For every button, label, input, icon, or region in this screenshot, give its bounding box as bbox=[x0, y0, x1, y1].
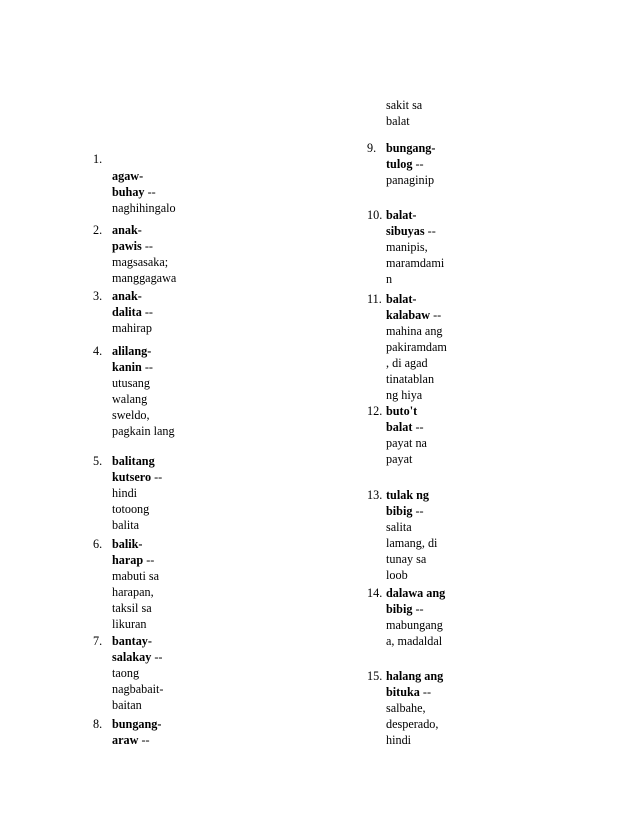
definition-text: taong bbox=[112, 666, 140, 680]
definition-line bbox=[112, 376, 150, 391]
dash-separator: -- bbox=[144, 185, 156, 199]
idiom-term: bungang- bbox=[112, 717, 162, 731]
idiom-term-line bbox=[112, 733, 150, 748]
definition-text: pakiramdam bbox=[386, 340, 447, 354]
idiom-term-line bbox=[386, 420, 424, 435]
item-number: 8. bbox=[93, 717, 103, 731]
idiom-term-line bbox=[112, 470, 162, 485]
item-number: 10. bbox=[367, 208, 383, 222]
dash-separator: -- bbox=[424, 224, 436, 238]
definition-text: nagbabait- bbox=[112, 682, 164, 696]
definition-text: salita bbox=[386, 520, 412, 534]
idiom-term-line bbox=[112, 185, 156, 200]
idiom-term: sibuyas bbox=[386, 224, 425, 238]
idiom-term-line bbox=[112, 650, 162, 665]
definition-line bbox=[386, 372, 434, 387]
definition-text: hindi bbox=[112, 486, 138, 500]
idiom-term: balik- bbox=[112, 537, 143, 551]
definition-line bbox=[386, 256, 444, 271]
definition-line bbox=[112, 666, 139, 681]
idiom-term-line bbox=[112, 169, 143, 184]
definition-line bbox=[386, 536, 437, 551]
dash-separator: -- bbox=[412, 420, 424, 434]
definition-line bbox=[386, 173, 434, 188]
definition-line bbox=[386, 568, 408, 583]
idiom-term-line bbox=[386, 308, 441, 323]
definition-line bbox=[112, 408, 150, 423]
definition-text: likuran bbox=[112, 617, 147, 631]
idiom-term: bibig bbox=[386, 602, 413, 616]
idiom-term: kutsero bbox=[112, 470, 152, 484]
definition-line bbox=[386, 634, 442, 649]
definition-text: mabungang bbox=[386, 618, 443, 632]
definition-text: salbahe, bbox=[386, 701, 426, 715]
dash-separator: -- bbox=[430, 308, 442, 322]
idiom-term: tulog bbox=[386, 157, 413, 171]
idiom-term: bituka bbox=[386, 685, 420, 699]
idiom-term: alilang- bbox=[112, 344, 152, 358]
definition-text: pagkain lang bbox=[112, 424, 175, 438]
idiom-term: halang ang bbox=[386, 669, 444, 683]
definition-text: magsasaka; bbox=[112, 255, 169, 269]
item-number: 12. bbox=[367, 404, 383, 418]
definition-text: balita bbox=[112, 518, 140, 532]
idiom-term: anak- bbox=[112, 289, 142, 303]
definition-text: ng hiya bbox=[386, 388, 423, 402]
definition-line bbox=[112, 601, 152, 616]
definition-line bbox=[112, 271, 176, 286]
dash-separator: -- bbox=[143, 553, 155, 567]
idiom-term: bantay- bbox=[112, 634, 152, 648]
idiom-term-line bbox=[112, 223, 142, 238]
idiom-term: bungang- bbox=[386, 141, 436, 155]
definition-text: maramdami bbox=[386, 256, 445, 270]
definition-line bbox=[386, 552, 426, 567]
definition-text: balat bbox=[386, 114, 410, 128]
definition-line bbox=[112, 201, 176, 216]
item-number: 9. bbox=[367, 141, 377, 155]
definition-line bbox=[112, 321, 152, 336]
dash-separator: -- bbox=[412, 602, 424, 616]
definition-text: mahina ang bbox=[386, 324, 443, 338]
idiom-term-line bbox=[112, 289, 142, 304]
item-number: 11. bbox=[367, 292, 382, 306]
idiom-term-line bbox=[112, 344, 151, 359]
definition-text: panaginip bbox=[386, 173, 435, 187]
definition-text: tunay sa bbox=[386, 552, 427, 566]
definition-line bbox=[112, 255, 168, 270]
definition-text: baitan bbox=[112, 698, 142, 712]
item-number: 13. bbox=[367, 488, 383, 502]
item-number: 1. bbox=[93, 152, 103, 166]
idiom-term: tulak ng bbox=[386, 488, 430, 502]
definition-line bbox=[112, 486, 137, 501]
idiom-term: dalawa ang bbox=[386, 586, 446, 600]
item-number: 15. bbox=[367, 669, 383, 683]
definition-text: a, madaldal bbox=[386, 634, 443, 648]
idiom-term: salakay bbox=[112, 650, 152, 664]
definition-line bbox=[112, 698, 142, 713]
definition-text: naghihingalo bbox=[112, 201, 176, 215]
item-number: 6. bbox=[93, 537, 103, 551]
definition-line bbox=[386, 324, 443, 339]
idiom-term-line bbox=[386, 669, 443, 684]
definition-text: sakit sa bbox=[386, 98, 423, 112]
dash-separator: -- bbox=[412, 157, 424, 171]
idiom-term-line bbox=[386, 224, 436, 239]
dash-separator: -- bbox=[138, 733, 150, 747]
dash-separator: -- bbox=[412, 504, 424, 518]
definition-text: taksil sa bbox=[112, 601, 152, 615]
idiom-term: araw bbox=[112, 733, 139, 747]
item-number: 2. bbox=[93, 223, 103, 237]
definition-text: hindi bbox=[386, 733, 412, 747]
definition-line bbox=[386, 618, 443, 633]
definition-text: walang bbox=[112, 392, 148, 406]
idiom-term: buhay bbox=[112, 185, 145, 199]
definition-text: totoong bbox=[112, 502, 150, 516]
item-number: 14. bbox=[367, 586, 383, 600]
definition-line bbox=[386, 356, 428, 371]
definition-text: payat na bbox=[386, 436, 427, 450]
item-number: 3. bbox=[93, 289, 103, 303]
definition-text: loob bbox=[386, 568, 408, 582]
definition-line bbox=[386, 452, 412, 467]
definition-text: sweldo, bbox=[112, 408, 150, 422]
idiom-term-line bbox=[386, 504, 424, 519]
definition-line bbox=[112, 518, 139, 533]
dash-separator: -- bbox=[141, 239, 153, 253]
idiom-term-line bbox=[112, 454, 155, 469]
idiom-term-line bbox=[386, 602, 424, 617]
item-number: 5. bbox=[93, 454, 103, 468]
definition-line bbox=[386, 520, 412, 535]
idiom-term: pawis bbox=[112, 239, 142, 253]
idiom-term: harap bbox=[112, 553, 144, 567]
definition-line bbox=[386, 388, 422, 403]
definition-text: tinatablan bbox=[386, 372, 435, 386]
idiom-term-line bbox=[112, 305, 153, 320]
idiom-term-line bbox=[386, 292, 416, 307]
dash-separator: -- bbox=[141, 360, 153, 374]
idiom-term-line bbox=[386, 586, 445, 601]
idiom-term-line bbox=[112, 537, 142, 552]
definition-line bbox=[386, 272, 392, 287]
definition-line bbox=[112, 569, 159, 584]
definition-line bbox=[386, 733, 411, 748]
dash-separator: -- bbox=[419, 685, 432, 699]
definition-text: manggagawa bbox=[112, 271, 177, 285]
definition-line bbox=[112, 392, 147, 407]
dash-separator: -- bbox=[151, 470, 163, 484]
definition-text: desperado, bbox=[386, 717, 439, 731]
definition-line bbox=[386, 717, 438, 732]
idiom-term-line bbox=[386, 208, 416, 223]
idiom-term-line bbox=[386, 488, 429, 503]
idiom-term: kanin bbox=[112, 360, 142, 374]
idiom-term: dalita bbox=[112, 305, 142, 319]
definition-text: payat bbox=[386, 452, 413, 466]
idiom-term-line bbox=[112, 239, 153, 254]
idiom-term: balat- bbox=[386, 292, 417, 306]
idiom-term: agaw- bbox=[112, 169, 144, 183]
definition-text: , di agad bbox=[386, 356, 428, 370]
idiom-term: kalabaw bbox=[386, 308, 431, 322]
definition-line bbox=[112, 502, 149, 517]
definition-text: mabuti sa bbox=[112, 569, 160, 583]
idiom-term-line bbox=[386, 157, 424, 172]
definition-text: n bbox=[386, 272, 393, 286]
idiom-term-line bbox=[112, 634, 152, 649]
dash-separator: -- bbox=[141, 305, 153, 319]
idiom-term-line bbox=[112, 717, 161, 732]
idiom-term: buto't bbox=[386, 404, 418, 418]
idiom-term-line bbox=[386, 404, 417, 419]
idiom-term: balitang bbox=[112, 454, 155, 468]
idiom-term: balat- bbox=[386, 208, 417, 222]
definition-line bbox=[386, 436, 427, 451]
definition-line bbox=[112, 585, 154, 600]
definition-text: manipis, bbox=[386, 240, 428, 254]
idiom-term-line bbox=[386, 685, 431, 700]
definition-line bbox=[112, 682, 163, 697]
definition-line bbox=[386, 98, 422, 113]
idiom-term: anak- bbox=[112, 223, 142, 237]
definition-line bbox=[386, 701, 426, 716]
definition-line bbox=[386, 340, 447, 355]
definition-line bbox=[386, 114, 410, 129]
idiom-term-line bbox=[386, 141, 435, 156]
idiom-term: balat bbox=[386, 420, 413, 434]
definition-text: lamang, di bbox=[386, 536, 438, 550]
definition-text: mahirap bbox=[112, 321, 152, 335]
definition-text: utusang bbox=[112, 376, 150, 390]
item-number: 4. bbox=[93, 344, 103, 358]
definition-line bbox=[386, 240, 428, 255]
definition-line bbox=[112, 424, 175, 439]
definition-line bbox=[112, 617, 147, 632]
item-number: 7. bbox=[93, 634, 103, 648]
definition-text: harapan, bbox=[112, 585, 154, 599]
idiom-term: bibig bbox=[386, 504, 413, 518]
idiom-term-line bbox=[112, 360, 153, 375]
dash-separator: -- bbox=[151, 650, 163, 664]
idiom-term-line bbox=[112, 553, 154, 568]
